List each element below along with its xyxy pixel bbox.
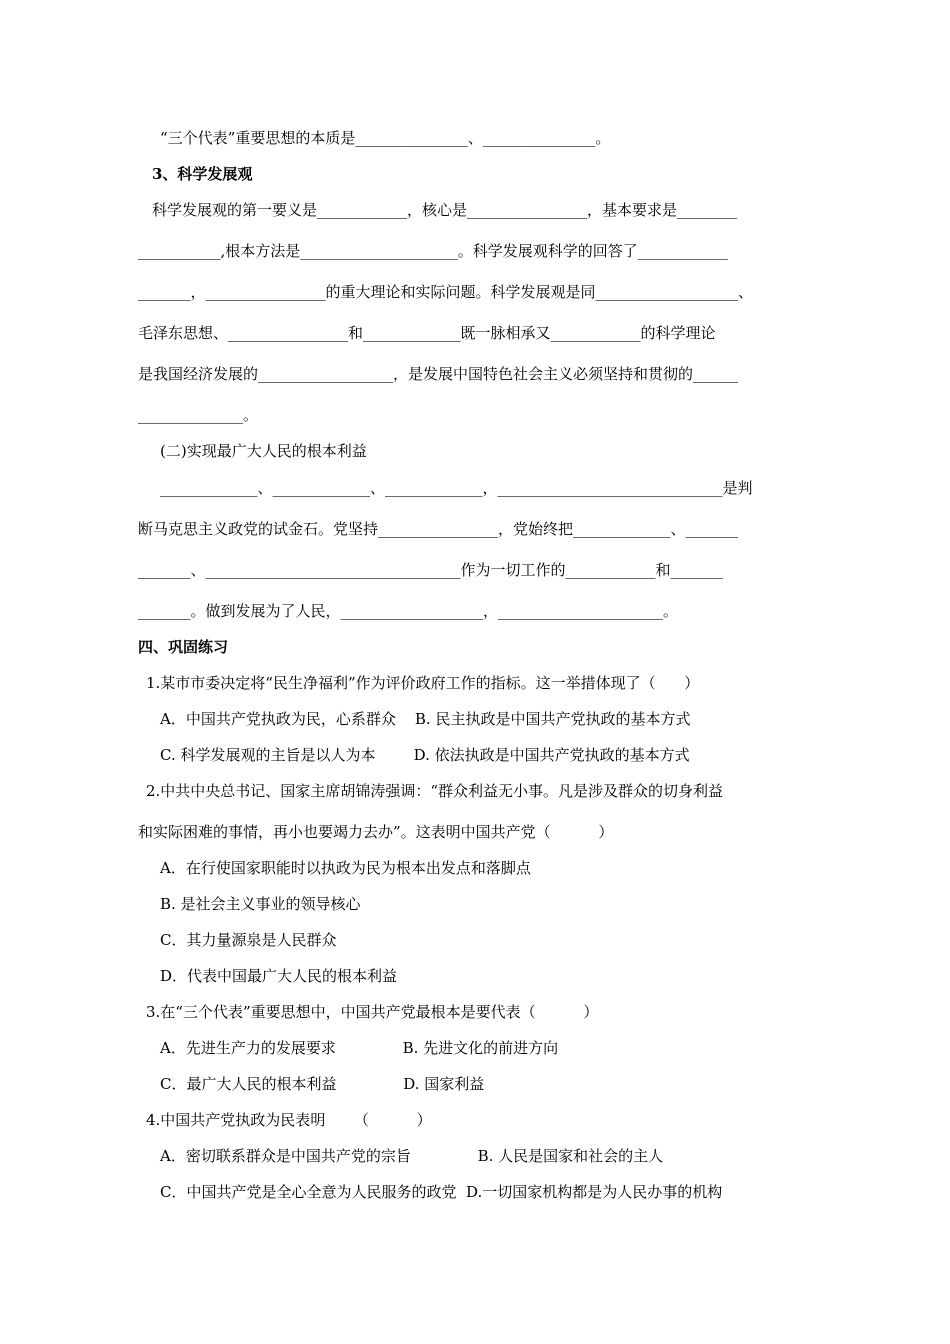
question-4-options-cd: C．中国共产党是全心全意为人民服务的政党 D.一切国家机构都是为人民办事的机构 xyxy=(160,1183,723,1201)
question-3-options-cd: C．最广大人民的根本利益 D. 国家利益 xyxy=(160,1075,485,1093)
line-1: “三个代表”重要思想的本质是_______________、_______________。 xyxy=(160,129,611,147)
question-1-options-cd: C. 科学发展观的主旨是以人为本 D. 依法执政是中国共产党执政的基本方式 xyxy=(160,746,690,764)
line-6: 毛泽东思想、________________和_____________既一脉相承又____________的科学理论 xyxy=(138,324,716,342)
question-2: 2.中共中央总书记、国家主席胡锦涛强调：“群众利益无小事。凡是涉及群众的切身利益 xyxy=(146,782,723,800)
line-11: 断马克思主义政党的试金石。党坚持________________，党始终把_____________、_______ xyxy=(138,520,739,538)
line-8: ______________。 xyxy=(138,406,259,424)
question-1: 1.某市市委决定将“民生净福利”作为评价政府工作的指标。这一举措体现了（ ） xyxy=(146,674,700,692)
question-2-cont: 和实际困难的事情，再小也要竭力去办”。这表明中国共产党（ ） xyxy=(138,823,614,841)
question-2-option-a: A．在行使国家职能时以执政为民为根本出发点和落脚点 xyxy=(160,859,531,877)
section-heading-4: 四、巩固练习 xyxy=(138,638,229,656)
line-13: _______。做到发展为了人民，___________________，______________________。 xyxy=(138,602,679,620)
question-1-options-ab: A．中国共产党执政为民，心系群众 B. 民主执政是中国共产党执政的基本方式 xyxy=(160,710,691,728)
line-10: _____________、_____________、_____________，______________________________是判 xyxy=(160,479,753,497)
question-2-option-d: D．代表中国最广大人民的根本利益 xyxy=(160,967,398,985)
question-4: 4.中国共产党执政为民表明 （ ） xyxy=(146,1111,432,1129)
subsection-heading-2: (二)实现最广大人民的根本利益 xyxy=(160,442,367,460)
line-5: _______，________________的重大理论和实际问题。科学发展观是同___________________、 xyxy=(138,283,754,301)
line-3: 科学发展观的第一要义是____________，核心是________________，基本要求是________ xyxy=(152,201,738,219)
line-4: ___________,根本方法是_____________________。科学发展观科学的回答了____________ xyxy=(138,242,728,260)
section-heading-3: 3、科学发展观 xyxy=(152,165,253,183)
line-12: _______、__________________________________作为一切工作的____________和_______ xyxy=(138,561,724,579)
line-7: 是我国经济发展的__________________，是发展中国特色社会主义必须坚持和贯彻的______ xyxy=(138,365,739,383)
question-4-options-ab: A．密切联系群众是中国共产党的宗旨 B. 人民是国家和社会的主人 xyxy=(160,1147,664,1165)
question-3: 3.在“三个代表”重要思想中，中国共产党最根本是要代表（ ） xyxy=(146,1003,599,1021)
question-2-option-c: C．其力量源泉是人民群众 xyxy=(160,931,337,949)
question-3-options-ab: A．先进生产力的发展要求 B. 先进文化的前进方向 xyxy=(160,1039,559,1057)
question-2-option-b: B. 是社会主义事业的领导核心 xyxy=(160,895,361,913)
